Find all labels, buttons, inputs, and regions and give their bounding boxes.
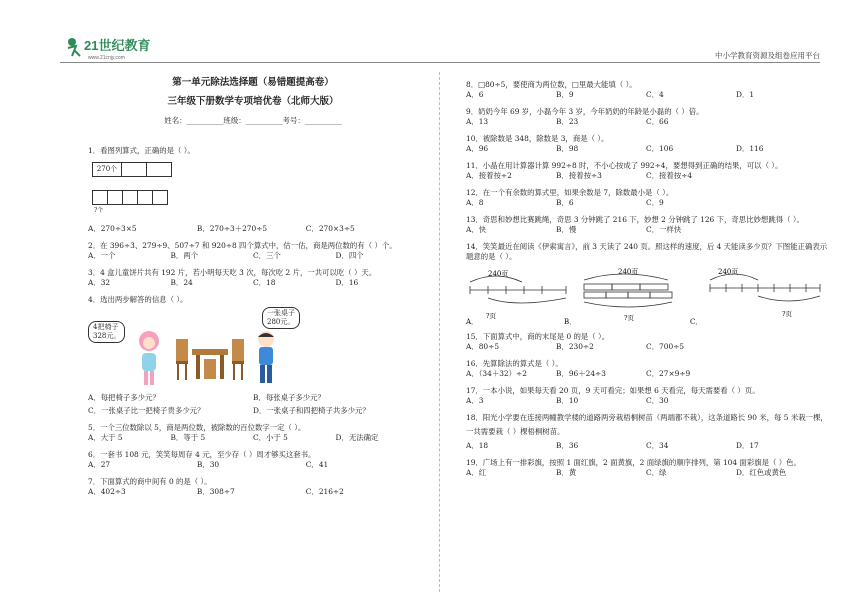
q14-b-total-label: 240页	[618, 268, 639, 276]
q14-a-unknown-label: ?页	[486, 312, 496, 320]
q6-option-b[interactable]: B．30	[196, 460, 220, 469]
q2-option-a[interactable]: A．一个	[88, 251, 116, 260]
q7-option-a[interactable]: A．402÷3	[88, 487, 126, 496]
q4-option-a[interactable]: A．每把椅子多少元？	[88, 393, 160, 402]
left-column	[88, 72, 418, 504]
q8-option-a[interactable]: A．6	[466, 90, 484, 99]
question-14-cont: 题意的是（ ）。	[466, 252, 517, 261]
q15-option-a[interactable]: A．80÷5	[466, 342, 500, 351]
q3-option-b[interactable]: B．24	[170, 278, 193, 287]
q7-options	[88, 487, 418, 497]
q1-options	[88, 224, 418, 234]
q1-option-a[interactable]: A．270÷3×5	[88, 224, 137, 233]
q11-option-b[interactable]: B．接着按÷3	[556, 171, 602, 180]
q17-option-b[interactable]: B．10	[556, 396, 579, 405]
q2-option-b[interactable]: B．两个	[170, 251, 199, 260]
question-5: 5．一个三位数除以 5，商是两位数，被除数的百位数字一定（ ）。	[88, 423, 306, 432]
q18-option-b[interactable]: B．36	[556, 441, 579, 450]
question-16: 16．先算除法的算式是（ ）。	[466, 359, 563, 368]
q16-option-b[interactable]: B．96＋24÷3	[556, 369, 606, 378]
q4-options-ab	[88, 393, 418, 403]
q13-option-c[interactable]: C．一样快	[646, 225, 682, 234]
q14-a-letter: A．	[466, 318, 479, 326]
q6-option-a[interactable]: A．27	[88, 460, 111, 469]
q12-option-b[interactable]: B．6	[556, 198, 574, 207]
q5-option-b[interactable]: B．等于 5	[170, 433, 206, 442]
q8-options	[466, 90, 826, 100]
q14-diagram-c	[690, 266, 824, 326]
header-rule	[60, 62, 820, 63]
question-17: 17．一本小说，如果每天看 20 页，9 天可看完；如果想 6 天看完，每天需要看（ ）页。	[466, 386, 760, 395]
q11-option-c[interactable]: C．接着按÷4	[646, 171, 693, 180]
q6-options	[88, 460, 418, 470]
question-12: 12．在一个有余数的算式里，如果余数是 7，除数最小是（ ）。	[466, 188, 674, 197]
q17-option-a[interactable]: A．3	[466, 396, 484, 405]
q9-option-b[interactable]: B．23	[556, 117, 579, 126]
q10-option-a[interactable]: A．96	[466, 144, 489, 153]
q7-option-c[interactable]: C．216÷2	[305, 487, 344, 496]
q12-option-a[interactable]: A．8	[466, 198, 484, 207]
q8-option-d[interactable]: D．1	[736, 90, 755, 99]
q13-option-b[interactable]: B．慢	[556, 225, 577, 234]
q4-options-cd	[88, 406, 418, 416]
q14-a-total-label: 240页	[488, 270, 509, 278]
question-18: 18．阳光小学要在连接两幢教学楼的道路两旁栽梧桐树苗（两端都不栽），这条道路长 90 米，每 5 米栽一棵，	[466, 413, 828, 422]
q15-options	[466, 342, 826, 352]
question-3: 3．4 盒儿童饼片共有 192 片，若小明每天吃 3 次，每次吃 2 片，一共可以吃（ ）天。	[88, 268, 377, 277]
q14-b-unknown-label: ?页	[624, 314, 634, 322]
q14-figures	[466, 266, 826, 326]
q5-option-c[interactable]: C．小于 5	[253, 433, 288, 442]
q10-option-d[interactable]: D．116	[736, 144, 764, 153]
q2-option-c[interactable]: C．三个	[253, 251, 281, 260]
q14-b-letter: B．	[564, 318, 577, 326]
q1-option-c[interactable]: C．270×3÷5	[305, 224, 355, 233]
question-10: 10．被除数是 348，除数是 3，商是（ ）。	[466, 134, 609, 143]
q19-option-a[interactable]: A．红	[466, 468, 487, 477]
q5-option-d[interactable]: D．无法确定	[335, 433, 379, 442]
q9-option-c[interactable]: C．66	[646, 117, 669, 126]
q11-options	[466, 171, 826, 181]
question-19: 19．广场上有一排彩旗，按照 1 面红旗，2 面黄旗，2 面绿旗的顺序排列，第 104 面彩旗是（ ）色。	[466, 458, 801, 467]
q3-option-a[interactable]: A．32	[88, 278, 111, 287]
doc-title-1: 第一单元除法选择题（易错题提高卷）	[172, 77, 334, 88]
q15-option-b[interactable]: B．230÷2	[556, 342, 594, 351]
q18-option-d[interactable]: D．17	[736, 441, 759, 450]
q3-option-c[interactable]: C．18	[253, 278, 276, 287]
logo-text: 21世纪教育	[84, 38, 151, 53]
table-chairs-icon	[174, 333, 246, 385]
question-1: 1．看图列算式，正确的是（ ）。	[88, 146, 195, 155]
q10-option-c[interactable]: C．106	[646, 144, 674, 153]
header-right-text: 中小学教育资源及组卷应用平台	[715, 51, 820, 60]
right-column	[466, 80, 826, 485]
chair-price-bubble: 4把椅子 328元。	[88, 321, 125, 343]
q8-option-c[interactable]: C．4	[646, 90, 664, 99]
question-9: 9．奶奶今年 69 岁，小磊今年 3 岁，今年奶奶的年龄是小磊的（ ）倍。	[466, 107, 704, 116]
q14-c-total-label: 240页	[718, 268, 739, 276]
student-info: 姓名：__________班级：__________考号：__________	[164, 116, 342, 125]
q3-option-d[interactable]: D．16	[335, 278, 359, 287]
question-14: 14．笑笑最近在阅读《伊索寓言》，前 3 天读了 240 页。照这样的速度，后 4 天能读多少页？下图能正确表示	[466, 242, 828, 251]
q13-options	[466, 225, 826, 235]
q5-options	[88, 433, 418, 443]
q4-option-c[interactable]: C．一张桌子比一把椅子贵多少元？	[88, 406, 205, 415]
q4-option-b[interactable]: B．每张桌子多少元？	[253, 393, 325, 402]
logo	[62, 32, 172, 62]
q14-c-letter: C．	[690, 318, 703, 326]
logo-sub: www.21cnjy.com	[88, 55, 125, 61]
q19-options	[466, 468, 826, 478]
q4-picture	[88, 307, 418, 389]
q3-options	[88, 278, 418, 288]
question-2: 2．在 396÷3、279÷9、507÷7 和 920÷8 四个算式中，估一估，商是两位数的有（ ）个。	[88, 241, 397, 250]
q19-option-c[interactable]: C．绿	[646, 468, 667, 477]
q8-option-b[interactable]: B．9	[556, 90, 574, 99]
q12-options	[466, 198, 826, 208]
question-8: 8．□80÷5，要使商为两位数，□里最大能填（ ）。	[466, 80, 637, 89]
q12-option-c[interactable]: C．9	[646, 198, 664, 207]
q14-diagram-a	[466, 266, 576, 324]
doc-title-2: 三年级下册数学专项培优卷（北师大版）	[167, 96, 339, 107]
table-price-bubble: 一张桌子 280元。	[262, 307, 300, 329]
q5-option-a[interactable]: A．大于 5	[88, 433, 123, 442]
question-13: 13．奇思和妙想比赛跳绳，奇思 3 分钟跳了 216 下，妙想 2 分钟跳了 126 下，奇思比妙想跳得（ ）。	[466, 215, 804, 224]
q1-figure	[88, 160, 418, 218]
q1-box-label: 270个	[92, 162, 122, 177]
q14-c-unknown-label: ?页	[782, 310, 792, 318]
q10-options	[466, 144, 826, 154]
column-divider	[439, 72, 440, 592]
q6-option-c[interactable]: C．41	[305, 460, 329, 469]
q1-option-b[interactable]: B．270÷3＋270÷5	[196, 224, 268, 233]
q19-option-d[interactable]: D．红色或黄色	[736, 468, 787, 477]
q16-option-c[interactable]: C．27×9÷9	[646, 369, 691, 378]
q17-options	[466, 396, 826, 406]
q14-diagram-b	[564, 266, 698, 326]
question-6: 6．一套书 108 元，笑笑每周存 4 元，至少存（ ）周才够买这套书。	[88, 450, 316, 459]
q7-option-b[interactable]: B．308÷7	[196, 487, 235, 496]
q18-option-a[interactable]: A．18	[466, 441, 489, 450]
q2-options	[88, 251, 418, 261]
q11-option-a[interactable]: A．接着按÷2	[466, 171, 512, 180]
q16-option-a[interactable]: A．（34＋32）÷2	[466, 369, 527, 378]
q18-options	[466, 441, 826, 451]
boy-icon	[254, 329, 278, 387]
question-15: 15．下面算式中，商的末尾是 0 的是（ ）。	[466, 332, 610, 341]
girl-icon	[136, 329, 162, 387]
q13-option-a[interactable]: A．快	[466, 225, 487, 234]
question-11: 11．小晶在用计算器计算 992÷8 时，不小心按成了 992÷4，要想得到正确的结果，可以（ ）。	[466, 161, 783, 170]
q1-unknown-label: ?个	[94, 207, 104, 214]
q18-option-c[interactable]: C．34	[646, 441, 669, 450]
question-7: 7．下面算式的商中间有 0 的是（ ）。	[88, 477, 212, 486]
q16-options	[466, 369, 826, 379]
q15-option-c[interactable]: C．700÷5	[646, 342, 685, 351]
question-18-cont: 一共需要栽（ ）棵梧桐树苗。	[466, 427, 565, 436]
q19-option-b[interactable]: B．黄	[556, 468, 577, 477]
q10-option-b[interactable]: B．98	[556, 144, 579, 153]
q4-option-d[interactable]: D．一张桌子和四把椅子共多少元？	[253, 406, 370, 415]
q2-option-d[interactable]: D．四个	[335, 251, 364, 260]
q9-option-a[interactable]: A．13	[466, 117, 489, 126]
q9-options	[466, 117, 826, 127]
q17-option-c[interactable]: C．30	[646, 396, 669, 405]
question-4: 4．选出两步解答的信息（ ）。	[88, 295, 188, 304]
